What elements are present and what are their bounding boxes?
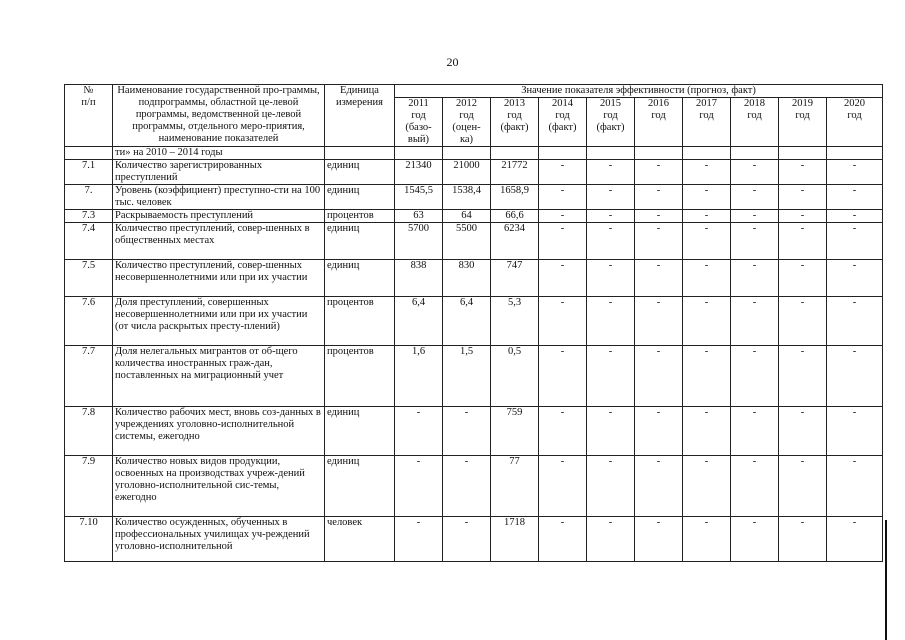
table-row	[65, 260, 883, 297]
row-value-2015: -	[587, 407, 635, 456]
header-year-label: 2018	[744, 98, 765, 109]
table-row	[65, 407, 883, 456]
row-value-2012: 6,4	[443, 297, 491, 346]
row-value-2015: -	[587, 223, 635, 260]
row-value-2014: -	[539, 407, 587, 456]
row-unit: процентов	[325, 346, 395, 407]
row-value-2016: -	[635, 407, 683, 456]
header-year-type: год	[747, 110, 762, 121]
row-value-2012: -	[443, 517, 491, 562]
table-row	[65, 456, 883, 517]
header-year-type: год (факт)	[548, 110, 577, 133]
row-value-2019: -	[779, 517, 827, 562]
row-value-2018: -	[731, 160, 779, 185]
row-value-2011: 5700	[395, 223, 443, 260]
row-value-2018: -	[731, 517, 779, 562]
row-value-2020: -	[827, 407, 883, 456]
header-value-group: Значение показателя эффективности (прогноз, факт)	[395, 85, 883, 98]
row-value-2012: 5500	[443, 223, 491, 260]
row-value-2017: -	[683, 517, 731, 562]
row-value-2019: -	[779, 346, 827, 407]
row-value-2017: -	[683, 456, 731, 517]
row-value-2011: 1545,5	[395, 185, 443, 210]
row-indicator-name: Количество рабочих мест, вновь соз-данных в учреждениях уголовно-исполнительной системы, ежегодно	[113, 407, 325, 456]
row-value-2014: -	[539, 210, 587, 223]
row-value-2012: 830	[443, 260, 491, 297]
row-value-2013: 77	[491, 456, 539, 517]
row-value-2017: -	[683, 210, 731, 223]
row-value-2012: -	[443, 456, 491, 517]
row-unit: человек	[325, 517, 395, 562]
row-value-2013: 0,5	[491, 346, 539, 407]
table-row	[65, 185, 883, 210]
header-year-3	[539, 98, 587, 147]
table-row	[65, 346, 883, 407]
header-year-label: 2014	[552, 98, 573, 109]
header-year-6	[683, 98, 731, 147]
row-value-2012: -	[443, 407, 491, 456]
row-value-2013: 759	[491, 407, 539, 456]
row-number: 7.4	[65, 223, 113, 260]
row-value-2016: -	[635, 185, 683, 210]
row-value-2014: -	[539, 346, 587, 407]
row-value-2011: -	[395, 517, 443, 562]
table-header-row	[65, 85, 883, 98]
row-value-2014: -	[539, 456, 587, 517]
row-value-2011: 1,6	[395, 346, 443, 407]
row-value-2014: -	[539, 160, 587, 185]
row-value-2018: -	[731, 456, 779, 517]
row-unit: единиц	[325, 160, 395, 185]
row-indicator-name: Количество зарегистрированных преступлений	[113, 160, 325, 185]
header-year-label: 2011	[408, 98, 429, 109]
header-year-5	[635, 98, 683, 147]
row-value-2019: -	[779, 210, 827, 223]
row-value-2014: -	[539, 185, 587, 210]
row-value-2019: -	[779, 160, 827, 185]
row-value-2018: -	[731, 260, 779, 297]
row-value-2017: -	[683, 223, 731, 260]
row-value-2018: -	[731, 185, 779, 210]
header-year-4	[587, 98, 635, 147]
row-indicator-name: Количество осужденных, обученных в профессиональных училищах уч-реждений уголовно-исполнительной	[113, 517, 325, 562]
header-year-type: год (факт)	[500, 110, 529, 133]
continuation-text: ти» на 2010 – 2014 годы	[113, 147, 325, 160]
header-year-label: 2017	[696, 98, 717, 109]
header-year-type: год (оцен- ка)	[452, 110, 481, 145]
row-indicator-name: Количество преступлений, совер-шенных в общественных местах	[113, 223, 325, 260]
row-value-2013: 747	[491, 260, 539, 297]
row-value-2016: -	[635, 260, 683, 297]
row-indicator-name: Количество новых видов продукции, освоенных на производствах учреж-дений уголовно-исполнительной сис-темы, ежегодно	[113, 456, 325, 517]
row-unit: единиц	[325, 223, 395, 260]
row-value-2017: -	[683, 160, 731, 185]
row-value-2015: -	[587, 160, 635, 185]
row-number: 7.3	[65, 210, 113, 223]
row-number: 7.10	[65, 517, 113, 562]
row-value-2012: 64	[443, 210, 491, 223]
header-year-label: 2016	[648, 98, 669, 109]
row-value-2012: 1538,4	[443, 185, 491, 210]
row-value-2018: -	[731, 407, 779, 456]
header-year-label: 2012	[456, 98, 477, 109]
row-value-2016: -	[635, 346, 683, 407]
page-edge-mark	[885, 520, 887, 640]
row-number: 7.6	[65, 297, 113, 346]
row-value-2020: -	[827, 160, 883, 185]
row-unit: процентов	[325, 297, 395, 346]
row-value-2016: -	[635, 210, 683, 223]
row-unit: процентов	[325, 210, 395, 223]
row-value-2020: -	[827, 185, 883, 210]
row-indicator-name: Доля нелегальных мигрантов от об-щего количества иностранных граж-дан, поставленных на миграционный учет	[113, 346, 325, 407]
header-year-7	[731, 98, 779, 147]
continuation-unit	[325, 147, 395, 160]
table-row	[65, 160, 883, 185]
continuation-row	[65, 147, 883, 160]
header-no: № п/п	[65, 85, 113, 147]
table-row	[65, 223, 883, 260]
row-value-2019: -	[779, 407, 827, 456]
row-number: 7.7	[65, 346, 113, 407]
row-value-2017: -	[683, 260, 731, 297]
row-value-2019: -	[779, 260, 827, 297]
row-value-2018: -	[731, 223, 779, 260]
header-year-type: год	[847, 110, 862, 121]
row-value-2015: -	[587, 456, 635, 517]
row-value-2017: -	[683, 297, 731, 346]
row-indicator-name: Доля преступлений, совершенных несовершеннолетними или при их участии (от числа раскрытых престу-плений)	[113, 297, 325, 346]
row-value-2015: -	[587, 297, 635, 346]
row-value-2018: -	[731, 297, 779, 346]
row-unit: единиц	[325, 456, 395, 517]
row-value-2020: -	[827, 223, 883, 260]
header-year-0	[395, 98, 443, 147]
row-value-2016: -	[635, 456, 683, 517]
row-value-2015: -	[587, 517, 635, 562]
row-value-2017: -	[683, 407, 731, 456]
row-value-2013: 5,3	[491, 297, 539, 346]
table-row	[65, 210, 883, 223]
page-number: 20	[446, 55, 459, 69]
row-value-2015: -	[587, 346, 635, 407]
row-value-2015: -	[587, 210, 635, 223]
row-indicator-name: Раскрываемость преступлений	[113, 210, 325, 223]
row-value-2019: -	[779, 223, 827, 260]
row-value-2013: 6234	[491, 223, 539, 260]
row-value-2011: 63	[395, 210, 443, 223]
row-value-2017: -	[683, 185, 731, 210]
header-name: Наименование государственной про-граммы, подпрограммы, областной це-левой программы, ведомственной це-левой программы, отдельного меро-приятия, наименование показателей	[113, 85, 325, 147]
row-value-2016: -	[635, 517, 683, 562]
table-row	[65, 517, 883, 562]
row-indicator-name: Количество преступлений, совер-шенных несовершеннолетними или при их участии	[113, 260, 325, 297]
row-value-2015: -	[587, 185, 635, 210]
row-value-2011: 6,4	[395, 297, 443, 346]
header-year-label: 2013	[504, 98, 525, 109]
row-value-2017: -	[683, 346, 731, 407]
row-value-2016: -	[635, 297, 683, 346]
row-value-2020: -	[827, 346, 883, 407]
header-year-9	[827, 98, 883, 147]
table-row	[65, 297, 883, 346]
header-year-type: год (факт)	[596, 110, 625, 133]
row-number: 7.5	[65, 260, 113, 297]
continuation-no	[65, 147, 113, 160]
row-value-2019: -	[779, 456, 827, 517]
row-unit: единиц	[325, 260, 395, 297]
row-value-2011: -	[395, 407, 443, 456]
row-unit: единиц	[325, 185, 395, 210]
row-value-2014: -	[539, 223, 587, 260]
row-value-2014: -	[539, 260, 587, 297]
header-year-type: год	[651, 110, 666, 121]
header-year-1	[443, 98, 491, 147]
row-value-2011: -	[395, 456, 443, 517]
row-value-2013: 1658,9	[491, 185, 539, 210]
row-value-2020: -	[827, 297, 883, 346]
header-year-label: 2015	[600, 98, 621, 109]
row-value-2020: -	[827, 517, 883, 562]
row-value-2016: -	[635, 160, 683, 185]
header-year-2	[491, 98, 539, 147]
row-number: 7.	[65, 185, 113, 210]
row-value-2014: -	[539, 297, 587, 346]
header-year-label: 2019	[792, 98, 813, 109]
header-year-8	[779, 98, 827, 147]
row-value-2020: -	[827, 260, 883, 297]
row-value-2013: 21772	[491, 160, 539, 185]
row-value-2012: 1,5	[443, 346, 491, 407]
row-value-2015: -	[587, 260, 635, 297]
row-value-2020: -	[827, 210, 883, 223]
indicators-table	[64, 84, 883, 562]
header-year-type: год (базо- вый)	[405, 110, 432, 145]
row-value-2019: -	[779, 297, 827, 346]
row-indicator-name: Уровень (коэффициент) преступно-сти на 100 тыс. человек	[113, 185, 325, 210]
row-number: 7.9	[65, 456, 113, 517]
row-value-2020: -	[827, 456, 883, 517]
row-value-2019: -	[779, 185, 827, 210]
header-unit: Единица измерения	[325, 85, 395, 147]
row-number: 7.1	[65, 160, 113, 185]
row-value-2018: -	[731, 346, 779, 407]
row-value-2011: 21340	[395, 160, 443, 185]
header-year-type: год	[699, 110, 714, 121]
row-unit: единиц	[325, 407, 395, 456]
row-value-2013: 66,6	[491, 210, 539, 223]
header-year-label: 2020	[844, 98, 866, 109]
row-number: 7.8	[65, 407, 113, 456]
row-value-2016: -	[635, 223, 683, 260]
row-value-2011: 838	[395, 260, 443, 297]
header-year-type: год	[795, 110, 810, 121]
row-value-2012: 21000	[443, 160, 491, 185]
row-value-2018: -	[731, 210, 779, 223]
row-value-2013: 1718	[491, 517, 539, 562]
row-value-2014: -	[539, 517, 587, 562]
